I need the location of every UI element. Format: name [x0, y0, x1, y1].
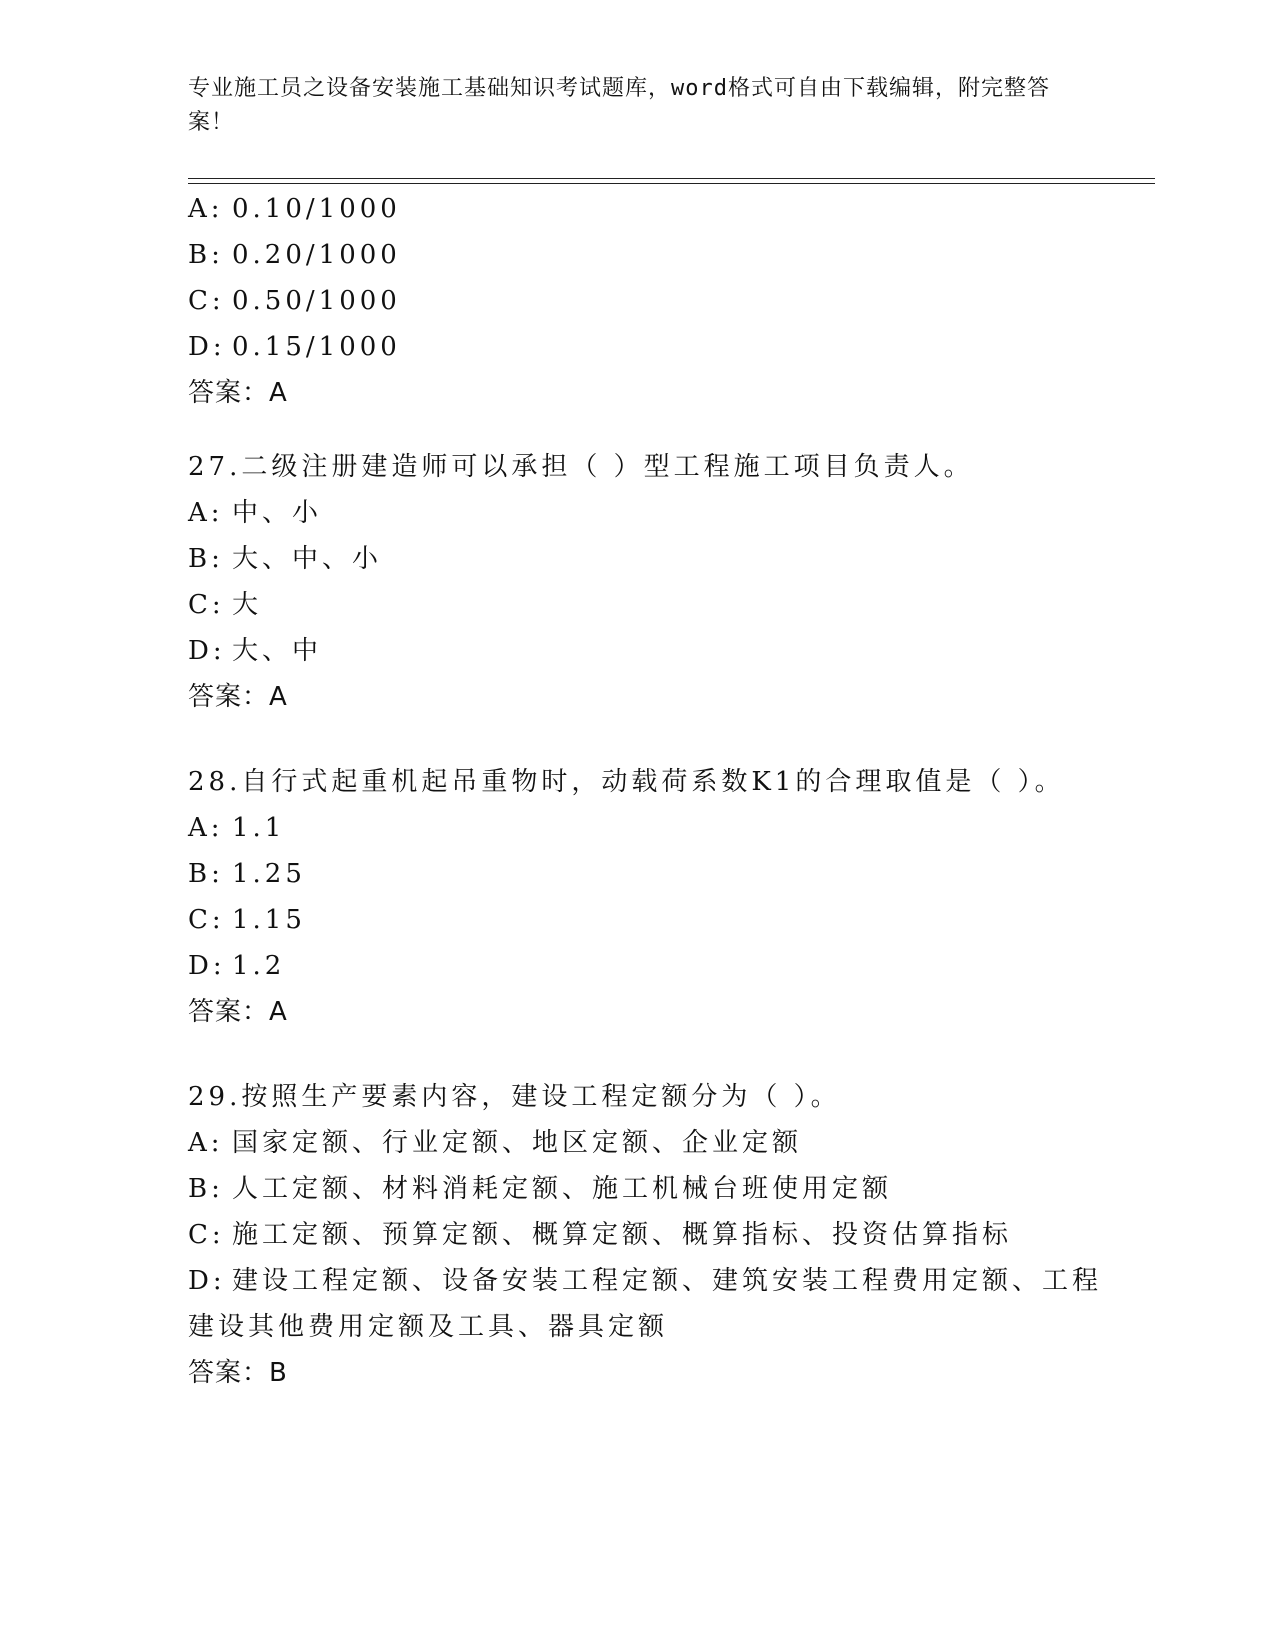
option-key: C: — [188, 1220, 225, 1250]
option-key: C: — [188, 905, 225, 935]
option-key: C: — [188, 590, 225, 620]
header-rule-top — [188, 178, 1155, 179]
option-key: A: — [188, 498, 224, 528]
option-b — [188, 232, 1088, 278]
answer-line: 答案：A — [188, 997, 288, 1027]
option-d — [188, 324, 1088, 370]
option-text: 1.1 — [232, 813, 286, 843]
option-c — [188, 1212, 1088, 1258]
option-c — [188, 582, 1088, 628]
option-key: B: — [188, 240, 224, 270]
option-d — [188, 628, 1088, 674]
question-26-block — [188, 186, 1088, 416]
option-key: A: — [188, 813, 224, 843]
answer-line: 答案：B — [188, 1358, 288, 1388]
option-text: 0.20/1000 — [232, 240, 401, 270]
option-c — [188, 897, 1088, 943]
option-d-continued: 建设其他费用定额及工具、器具定额 — [188, 1312, 669, 1342]
option-b — [188, 536, 1088, 582]
option-key: D: — [188, 951, 226, 981]
option-text: 1.15 — [232, 905, 306, 935]
option-text: 中、小 — [232, 498, 323, 528]
option-text: 1.2 — [232, 951, 286, 981]
option-key: C: — [188, 286, 225, 316]
option-text: 建设工程定额、设备安装工程定额、建筑安装工程费用定额、工程 — [232, 1266, 1103, 1296]
option-a — [188, 805, 1088, 851]
option-text: 大、中、小 — [232, 544, 383, 574]
option-key: D: — [188, 636, 226, 666]
option-b — [188, 1166, 1088, 1212]
question-text: 29.按照生产要素内容，建设工程定额分为（ ）。 — [188, 1082, 841, 1112]
option-text: 1.25 — [232, 859, 306, 889]
option-key: A: — [188, 1128, 224, 1158]
option-b — [188, 851, 1088, 897]
option-a — [188, 490, 1088, 536]
option-text: 人工定额、材料消耗定额、施工机械台班使用定额 — [232, 1174, 893, 1204]
option-key: B: — [188, 1174, 224, 1204]
option-c — [188, 278, 1088, 324]
option-a — [188, 186, 1088, 232]
question-text: 27.二级注册建造师可以承担（ ）型工程施工项目负责人。 — [188, 452, 974, 482]
option-text: 大 — [232, 590, 263, 620]
header-rule-bottom — [188, 183, 1155, 184]
option-key: D: — [188, 332, 226, 362]
option-key: A: — [188, 194, 224, 224]
option-text: 施工定额、预算定额、概算定额、概算指标、投资估算指标 — [232, 1220, 1013, 1250]
option-text: 0.50/1000 — [232, 286, 401, 316]
option-a — [188, 1120, 1088, 1166]
option-key: B: — [188, 544, 224, 574]
document-header: 专业施工员之设备安装施工基础知识考试题库，word格式可自由下载编辑，附完整答案！ — [188, 76, 1050, 135]
option-key: B: — [188, 859, 224, 889]
answer-line: 答案：A — [188, 682, 288, 712]
option-d — [188, 943, 1088, 989]
question-29-block — [188, 1074, 1103, 1396]
option-text: 0.10/1000 — [232, 194, 401, 224]
option-text: 0.15/1000 — [232, 332, 401, 362]
question-text: 28.自行式起重机起吊重物时，动载荷系数K1的合理取值是（ ）。 — [188, 767, 1065, 797]
option-key: D: — [188, 1266, 226, 1296]
option-text: 国家定额、行业定额、地区定额、企业定额 — [232, 1128, 803, 1158]
question-27-block — [188, 444, 1088, 720]
answer-line: 答案：A — [188, 378, 288, 408]
option-d — [188, 1258, 1103, 1304]
question-28-block — [188, 759, 1088, 1035]
option-text: 大、中 — [232, 636, 323, 666]
